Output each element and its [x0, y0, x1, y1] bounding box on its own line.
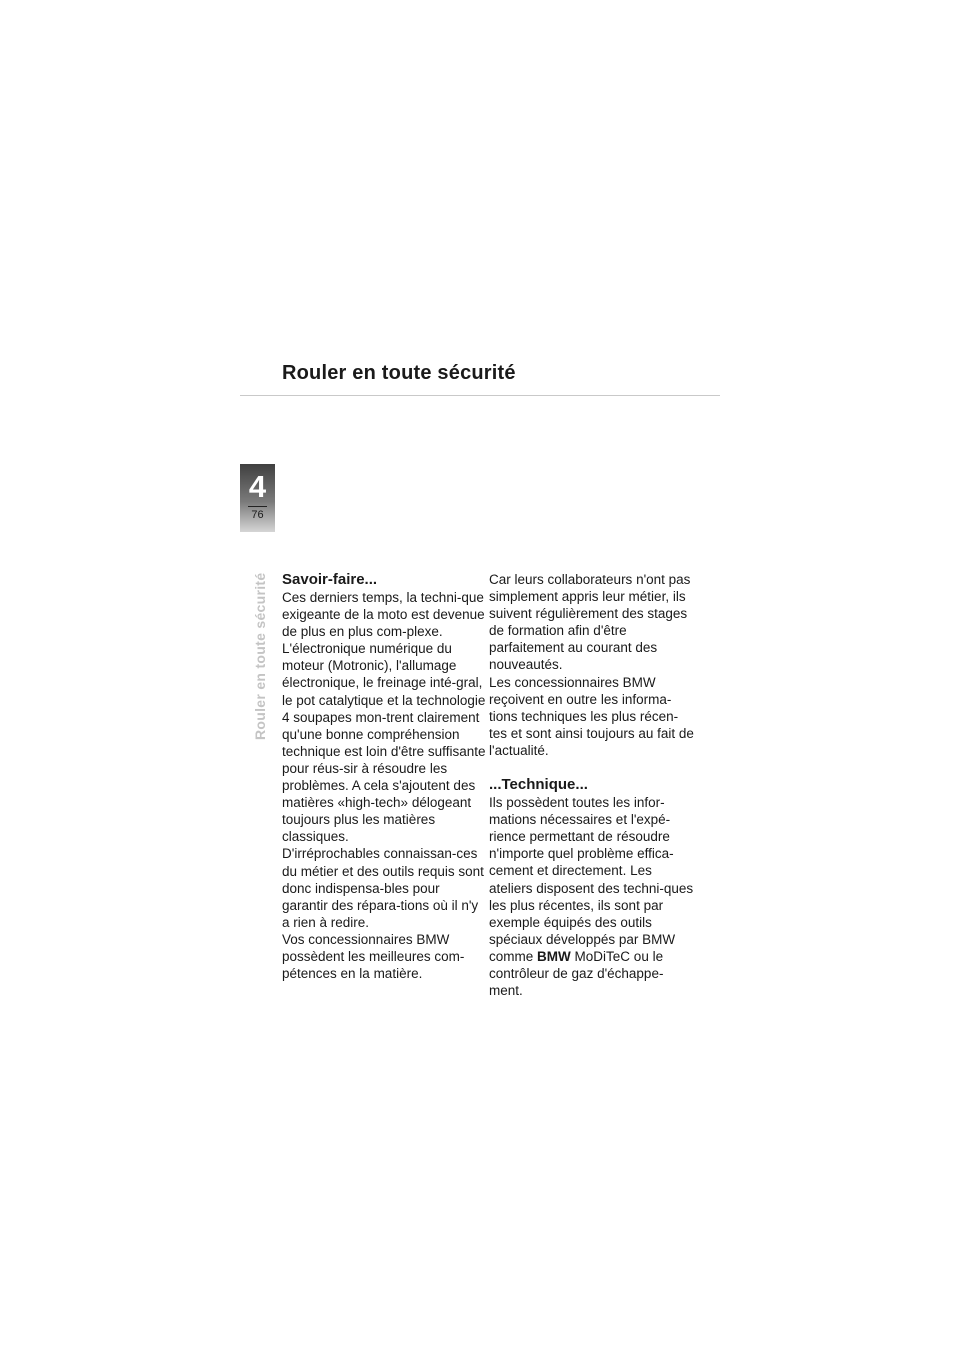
paragraph: Les concessionnaires BMW reçoivent en outre les informa-tions techniques les plus récen-tes et sont ainsi toujours au fait de l'actualité. — [489, 674, 694, 758]
chapter-tab — [240, 464, 275, 532]
technique-text: Ils possèdent toutes les infor-mations nécessaires et l'expé-rience permettant de résoudre n'importe quel problème effica-cement et directement. Les ateliers disposent des techni-ques les plus récentes, ils sont par exemple équipés des outils spéciaux développés par BMW comme — [489, 795, 694, 964]
technique-text-end: MoDiTeC ou le contrôleur de gaz d'échappe-ment. — [489, 948, 664, 999]
right-column — [489, 571, 694, 999]
side-section-label: Rouler en toute sécurité — [252, 572, 268, 740]
page-title: Rouler en toute sécurité — [282, 362, 516, 384]
chapter-number: 4 — [248, 469, 267, 504]
paragraph: Car leurs collaborateurs n'ont pas simplement appris leur métier, ils suivent régulièrement des stages de formation afin d'être parfaitement au courant des nouveautés. — [489, 572, 691, 673]
spacer — [489, 759, 694, 776]
page-number: 76 — [251, 509, 264, 521]
title-divider — [240, 395, 720, 396]
technique-heading: ...Technique... — [489, 776, 588, 794]
chapter-divider — [248, 506, 267, 507]
savoir-faire-heading: Savoir-faire... — [282, 571, 378, 588]
bmw-logo-text: BMW — [537, 948, 571, 964]
paragraph: Ces derniers temps, la techni-que exigeante de la moto est devenue de plus en plus com-plexe. — [282, 590, 485, 640]
paragraph: D'irréprochables connaissan-ces du métier et des outils requis sont donc indispensa-bles pour garantir des répara-tions où il n'y a rien à redire. — [282, 846, 484, 930]
left-column — [282, 571, 487, 982]
paragraph: Vos concessionnaires BMW possèdent les meilleures com-pétences en la matière. — [282, 931, 465, 982]
paragraph: L'électronique numérique du moteur (Motronic), l'allumage électronique, le freinage inté-gral, le pot catalytique et la technologie 4 soupapes mon-trent clairement qu'une bonne compréhension technique est loin d'être suffisante pour réus-sir à résoudre les problèmes. A cela s'ajoutent des matières «high-tech» délogeant toujours plus les matières classiques. — [282, 641, 486, 845]
technique-paragraph — [489, 794, 694, 999]
